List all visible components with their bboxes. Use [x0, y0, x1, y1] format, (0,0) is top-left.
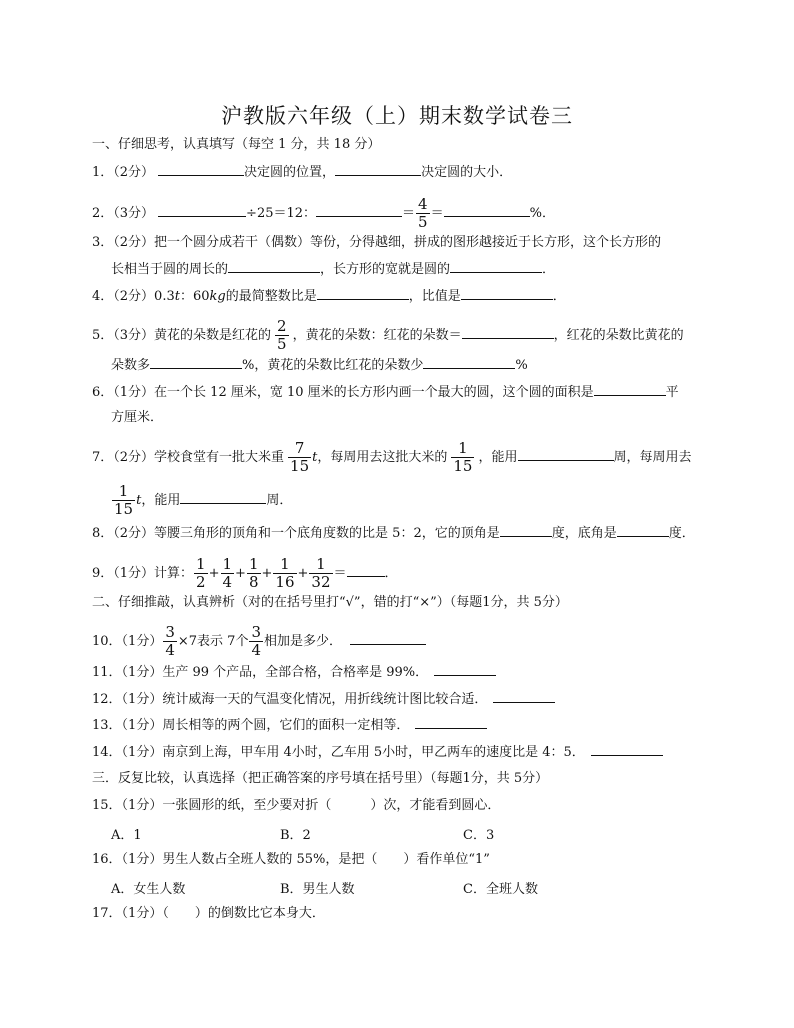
answer-blank[interactable] [158, 163, 244, 176]
fraction: $\frac{2}{5}$ [277, 317, 287, 353]
fraction: $\frac{1}{2}$ [196, 555, 206, 591]
answer-blank[interactable] [347, 564, 385, 577]
fraction: $\frac{1}{8}$ [248, 555, 259, 591]
question-3: 3．（2分）把一个圆分成若干（偶数）等份，分得越细，拼成的图形越接近于长方形，这个长方形的 [92, 235, 662, 250]
question-7: 7．（2分）学校食堂有一批大米重 $\frac{7}{15}$ t，每周用去这批大米的 $\frac{1}{15}$ ，能用 周，每周用去 [92, 439, 692, 475]
fraction: $\frac{3}{4}$ [251, 623, 261, 659]
answer-blank[interactable] [591, 743, 663, 756]
answer-blank[interactable] [180, 491, 266, 504]
question-13: 13．（1分）周长相等的两个圆，它们的面积一定相等． [92, 716, 487, 735]
question-12: 12．（1分）统计威海一天的气温变化情况，用折线统计图比较合适． [92, 690, 555, 709]
question-6: 6．（1分）在一个长 12 厘米，宽 10 厘米的长方形内画一个最大的圆，这个圆的面积是 平 [92, 385, 679, 400]
answer-blank[interactable] [228, 260, 320, 273]
option-c[interactable]: C．全班人数 [463, 882, 538, 897]
question-8: 8．（2分）等腰三角形的顶角和一个底角度数的比是 5：2，它的顶角是 度，底角是 度． [92, 526, 695, 541]
question-5: 5．（3分）黄花的朵数是红花的 $\frac{2}{5}$ ，黄花的朵数：红花的朵数＝ ，红花的朵数比黄花的 [92, 317, 684, 353]
section-2-heading: 二、仔细推敲，认真辨析（对的在括号里打“√”，错的打“×”）（每题1分，共 5分） [92, 595, 568, 610]
answer-blank[interactable] [335, 163, 421, 176]
answer-blank[interactable] [317, 287, 409, 300]
question-6-cont: 方厘米． [111, 410, 164, 425]
answer-blank[interactable] [444, 204, 530, 217]
answer-blank[interactable] [415, 716, 487, 729]
answer-blank[interactable] [461, 287, 553, 300]
answer-blank[interactable] [518, 448, 614, 461]
question-3-cont: 长相当于圆的周长的 ，长方形的宽就是圆的 ． [111, 262, 556, 277]
fraction: $\frac{1}{4}$ [222, 555, 233, 591]
fraction: $\frac{1}{32}$ [311, 555, 331, 591]
question-17: 17．（1分）（ ）的倒数比它本身大． [92, 906, 325, 921]
answer-blank[interactable] [434, 663, 496, 676]
answer-blank[interactable] [316, 204, 402, 217]
fraction: $\frac{4}{5}$ [418, 195, 428, 231]
question-2: 2．（3分） ÷25＝12： ＝ $\frac{4}{5}$ ＝ %． [92, 195, 555, 231]
answer-blank[interactable] [493, 690, 555, 703]
answer-blank[interactable] [423, 356, 515, 369]
fraction: $\frac{7}{15}$ [290, 439, 310, 475]
fraction: $\frac{1}{15}$ [114, 482, 134, 518]
answer-blank[interactable] [158, 204, 246, 217]
option-c[interactable]: C．3 [463, 828, 495, 843]
fraction: $\frac{1}{15}$ [453, 439, 473, 475]
question-4: 4．（2分）0.3t：60kg的最简整数比是 ，比值是 ． [92, 289, 566, 304]
question-10: 10．（1分） $\frac{3}{4}$ ×7表示 7个 $\frac{3}{4}$ 相加是多少． [92, 624, 426, 659]
section-1-heading: 一、仔细思考，认真填写（每空 1 分，共 18 分） [92, 137, 381, 152]
fraction: $\frac{3}{4}$ [165, 623, 175, 659]
answer-blank[interactable] [594, 383, 666, 396]
option-b[interactable]: B．男生人数 [280, 882, 355, 897]
question-16: 16．（1分）男生人数占全班人数的 55%，是把（ ）看作单位“1” [92, 852, 490, 867]
answer-blank[interactable] [450, 260, 542, 273]
page-title: 沪教版六年级（上）期末数学试卷三 [221, 104, 573, 128]
question-14: 14．（1分）南京到上海，甲车用 4小时，乙车用 5小时，甲乙两车的速度比是 4：5． [92, 743, 663, 762]
question-11: 11．（1分）生产 99 个产品，全部合格，合格率是 99%． [92, 663, 496, 682]
answer-blank[interactable] [500, 524, 552, 537]
question-9: 9．（1分）计算： $\frac{1}{2}$ + $\frac{1}{4}$ + $\frac{1}{8}$ + $\frac{1}{16}$ + $\frac{1}{32}$ ＝ ． [92, 555, 398, 591]
question-7-cont: $\frac{1}{15}$ t，能用 周． [114, 482, 293, 518]
answer-blank[interactable] [617, 524, 669, 537]
option-a[interactable]: A．1 [111, 828, 142, 843]
option-b[interactable]: B．2 [280, 828, 311, 843]
option-a[interactable]: A．女生人数 [111, 882, 186, 897]
question-15: 15．（1分）一张圆形的纸，至少要对折（ ）次，才能看到圆心． [92, 798, 501, 813]
answer-blank[interactable] [462, 326, 554, 339]
answer-blank[interactable] [150, 356, 242, 369]
question-5-cont: 朵数多 %，黄花的朵数比红花的朵数少 % [111, 358, 528, 373]
question-1: 1．（2分） 决定圆的位置， 决定圆的大小． [92, 165, 513, 180]
answer-blank[interactable] [350, 632, 426, 645]
section-3-heading: 三．反复比较，认真选择（把正确答案的序号填在括号里）（每题1分，共 5分） [92, 771, 549, 786]
fraction: $\frac{1}{16}$ [275, 555, 295, 591]
